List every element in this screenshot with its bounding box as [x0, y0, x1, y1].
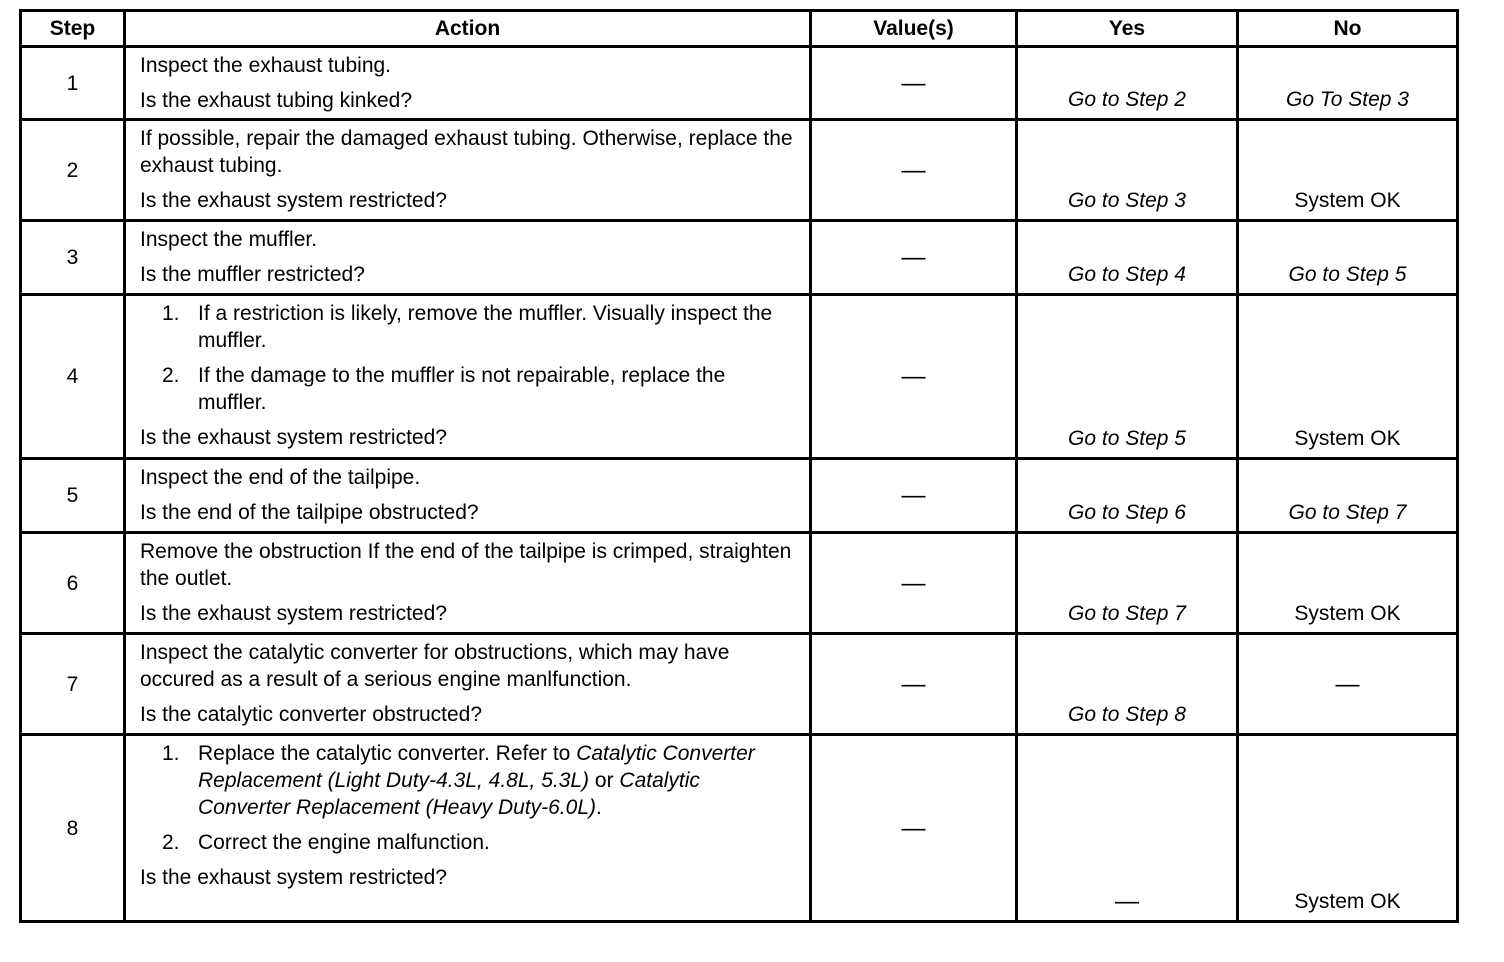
action-question: Is the exhaust system restricted? — [140, 866, 447, 889]
action-cell — [125, 120, 811, 221]
yes-cell: Go to Step 4 — [1017, 221, 1238, 295]
table-row — [21, 295, 1458, 459]
header-yes: Yes — [1017, 11, 1238, 47]
action-question: Is the catalytic converter obstructed? — [140, 703, 482, 726]
header-row — [21, 11, 1458, 47]
list-item: 2. Correct the engine malfunction. — [162, 831, 490, 854]
action-text: Inspect the muffler. — [140, 228, 318, 251]
value-cell: — — [811, 735, 1017, 922]
yes-cell: Go to Step 2 — [1017, 47, 1238, 120]
action-question: Is the end of the tailpipe obstructed? — [140, 501, 479, 524]
step-number: 2 — [21, 120, 125, 221]
value-cell: — — [811, 459, 1017, 533]
value-cell: — — [811, 120, 1017, 221]
diagnostic-table — [19, 9, 1459, 923]
table-row — [21, 120, 1458, 221]
step-number: 7 — [21, 634, 125, 735]
action-cell — [125, 634, 811, 735]
table-row — [21, 634, 1458, 735]
yes-cell: Go to Step 3 — [1017, 120, 1238, 221]
table-row — [21, 735, 1458, 922]
yes-cell: Go to Step 8 — [1017, 634, 1238, 735]
no-cell: Go to Step 7 — [1238, 459, 1458, 533]
action-cell — [125, 735, 811, 922]
action-text: Inspect the catalytic converter for obstructions, which may have occured as a result of a serious engine manlfunction. — [140, 641, 730, 691]
table-row — [21, 221, 1458, 295]
table-row — [21, 47, 1458, 120]
value-cell: — — [811, 47, 1017, 120]
header-step: Step — [21, 11, 125, 47]
reference-link: Catalytic Converter Replacement (Light Duty-4.3L, 4.8L, 5.3L) — [198, 742, 755, 792]
header-action: Action — [125, 11, 811, 47]
step-number: 8 — [21, 735, 125, 922]
value-cell: — — [811, 634, 1017, 735]
action-text: Remove the obstruction If the end of the tailpipe is crimped, straighten the outlet. — [140, 540, 792, 590]
value-cell: — — [811, 221, 1017, 295]
step-number: 6 — [21, 533, 125, 634]
action-question: Is the exhaust system restricted? — [140, 189, 447, 212]
no-cell: Go to Step 5 — [1238, 221, 1458, 295]
list-item: 1. If a restriction is likely, remove the muffler. Visually inspect the muffler. — [162, 302, 773, 352]
action-cell — [125, 459, 811, 533]
value-cell: — — [811, 295, 1017, 459]
action-text: Inspect the end of the tailpipe. — [140, 466, 421, 489]
table-row — [21, 533, 1458, 634]
header-values: Value(s) — [811, 11, 1017, 47]
action-cell — [125, 47, 811, 120]
action-cell — [125, 533, 811, 634]
yes-cell: — — [1017, 735, 1238, 922]
action-list — [140, 740, 797, 856]
action-text: Inspect the exhaust tubing. — [140, 54, 392, 77]
no-cell: System OK — [1238, 735, 1458, 922]
step-number: 4 — [21, 295, 125, 459]
action-cell — [125, 221, 811, 295]
action-cell — [125, 295, 811, 459]
no-cell: Go To Step 3 — [1238, 47, 1458, 120]
list-item: 2. If the damage to the muffler is not repairable, replace the muffler. — [162, 364, 726, 414]
no-cell: System OK — [1238, 120, 1458, 221]
action-text: If possible, repair the damaged exhaust tubing. Otherwise, replace the exhaust tubing. — [140, 127, 793, 177]
step-number: 1 — [21, 47, 125, 120]
no-cell: System OK — [1238, 295, 1458, 459]
value-cell: — — [811, 533, 1017, 634]
list-item: 1. Replace the catalytic converter. Refer to Catalytic Converter Replacement (Light Duty-4.3L, 4.8L, 5.3L) or Catalytic Converter Replacement (Heavy Duty-6.0L). — [162, 742, 755, 819]
yes-cell: Go to Step 6 — [1017, 459, 1238, 533]
action-question: Is the exhaust system restricted? — [140, 602, 447, 625]
reference-link: Catalytic Converter Replacement (Heavy Duty-6.0L) — [198, 769, 700, 819]
action-question: Is the muffler restricted? — [140, 263, 365, 286]
step-number: 3 — [21, 221, 125, 295]
action-list — [140, 300, 797, 416]
table-row — [21, 459, 1458, 533]
no-cell: — — [1238, 634, 1458, 735]
action-question: Is the exhaust system restricted? — [140, 426, 447, 449]
yes-cell: Go to Step 5 — [1017, 295, 1238, 459]
yes-cell: Go to Step 7 — [1017, 533, 1238, 634]
no-cell: System OK — [1238, 533, 1458, 634]
header-no: No — [1238, 11, 1458, 47]
action-question: Is the exhaust tubing kinked? — [140, 89, 413, 112]
step-number: 5 — [21, 459, 125, 533]
